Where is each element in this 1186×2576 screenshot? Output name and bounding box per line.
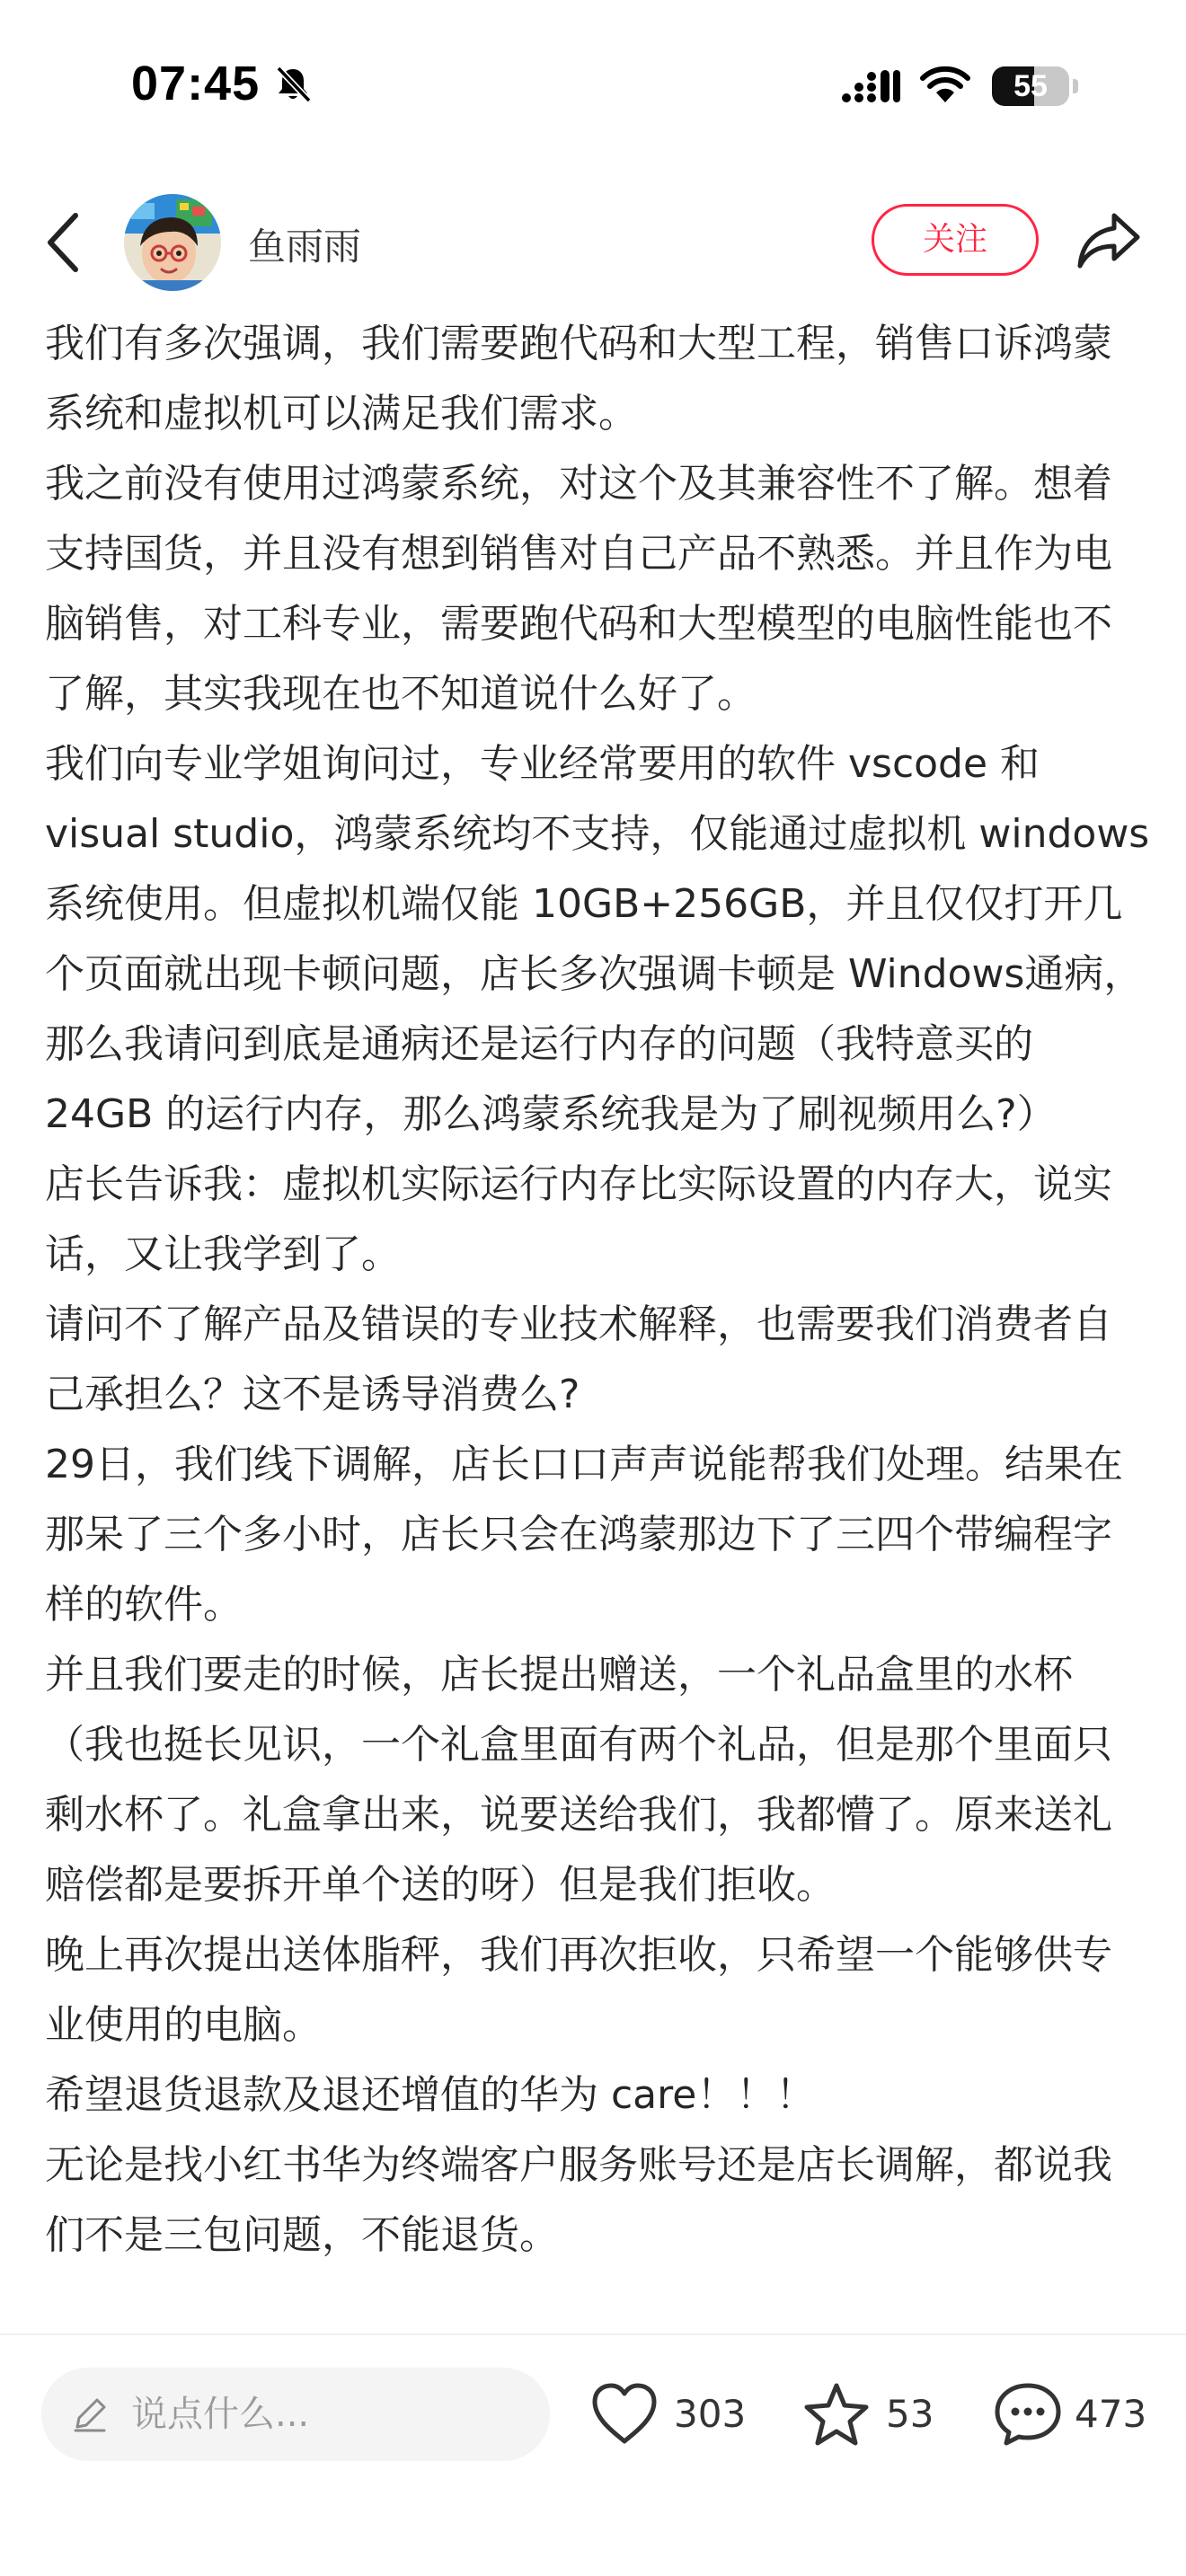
star-icon — [801, 2380, 872, 2448]
post-paragraph: 无论是找小红书华为终端客户服务账号还是店长调解，都说我们不是三包问题，不能退货。 — [45, 2142, 1112, 2258]
post-content — [45, 309, 1150, 2271]
comment-placeholder: 说点什么... — [131, 2394, 310, 2435]
comment-bubble-icon — [992, 2380, 1064, 2448]
status-time: 07:45 — [131, 57, 261, 110]
post-paragraph: 晚上再次提出送体脂秤，我们再次拒收，只希望一个能够供专业使用的电脑。 — [45, 1932, 1112, 2048]
like-count: 303 — [674, 2392, 747, 2436]
share-icon[interactable] — [1075, 208, 1143, 273]
post-header — [0, 180, 1186, 305]
bell-slash-icon — [273, 65, 313, 104]
pencil-icon — [70, 2395, 110, 2434]
post-paragraph: 我们向专业学姐询问过，专业经常要用的软件 vscode 和 visual studio，鸿蒙系统均不支持，仅能通过虚拟机 windows系统使用。但虚拟机端仅能 10GB+256GB，并且仅仅打开几个页面就出现卡顿问题，店长多次强调卡顿是 Windows通病，那么我请问到底是通病还是运行内存的问题（我特意买的 24GB 的运行内存，那么鸿蒙系统我是为了刷视频用么?） — [45, 741, 1150, 1137]
bottom-action-bar — [0, 2333, 1186, 2576]
status-bar — [0, 0, 1186, 171]
post-paragraph: 希望退货退款及退还增值的华为 care！！！ — [45, 2072, 816, 2118]
wifi-icon — [918, 65, 972, 104]
battery-icon — [992, 66, 1069, 106]
collect-button[interactable] — [801, 2368, 945, 2461]
post-paragraph: 店长告诉我：虚拟机实际运行内存比实际设置的内存大，说实话，又让我学到了。 — [45, 1161, 1112, 1277]
comment-button[interactable] — [992, 2368, 1172, 2461]
post-paragraph: 请问不了解产品及错误的专业技术解释，也需要我们消费者自己承担么？这不是诱导消费么? — [45, 1301, 1112, 1417]
username[interactable]: 鱼雨雨 — [248, 225, 362, 269]
like-button[interactable] — [589, 2368, 751, 2461]
battery-percent: 55 — [1013, 69, 1048, 103]
post-paragraph: 我之前没有使用过鸿蒙系统，对这个及其兼容性不了解。想着支持国货，并且没有想到销售对自己产品不熟悉。并且作为电脑销售，对工科专业，需要跑代码和大型模型的电脑性能也不了解，其实我现在也不知道说什么好了。 — [45, 461, 1112, 717]
comment-count: 473 — [1075, 2392, 1147, 2436]
heart-icon — [589, 2380, 659, 2448]
comment-input[interactable] — [41, 2368, 550, 2461]
avatar[interactable] — [124, 194, 221, 291]
chevron-left-icon[interactable] — [40, 208, 93, 277]
post-paragraph: 29日，我们线下调解，店长口口声声说能帮我们处理。结果在那呆了三个多小时，店长只会在鸿蒙那边下了三四个带编程字样的软件。 — [45, 1442, 1123, 1628]
collect-count: 53 — [886, 2392, 934, 2436]
post-paragraph: 并且我们要走的时候，店长提出赠送，一个礼品盒里的水杯（我也挺长见识，一个礼盒里面有两个礼品，但是那个里面只剩水杯了。礼盒拿出来，说要送给我们，我都懵了。原来送礼赔偿都是要拆开单个送的呀）但是我们拒收。 — [45, 1652, 1112, 1908]
post-paragraph: 我们有多次强调，我们需要跑代码和大型工程，销售口诉鸿蒙系统和虚拟机可以满足我们需求。 — [45, 321, 1112, 437]
signal-icon — [841, 68, 900, 104]
follow-button[interactable]: 关注 — [872, 204, 1039, 276]
